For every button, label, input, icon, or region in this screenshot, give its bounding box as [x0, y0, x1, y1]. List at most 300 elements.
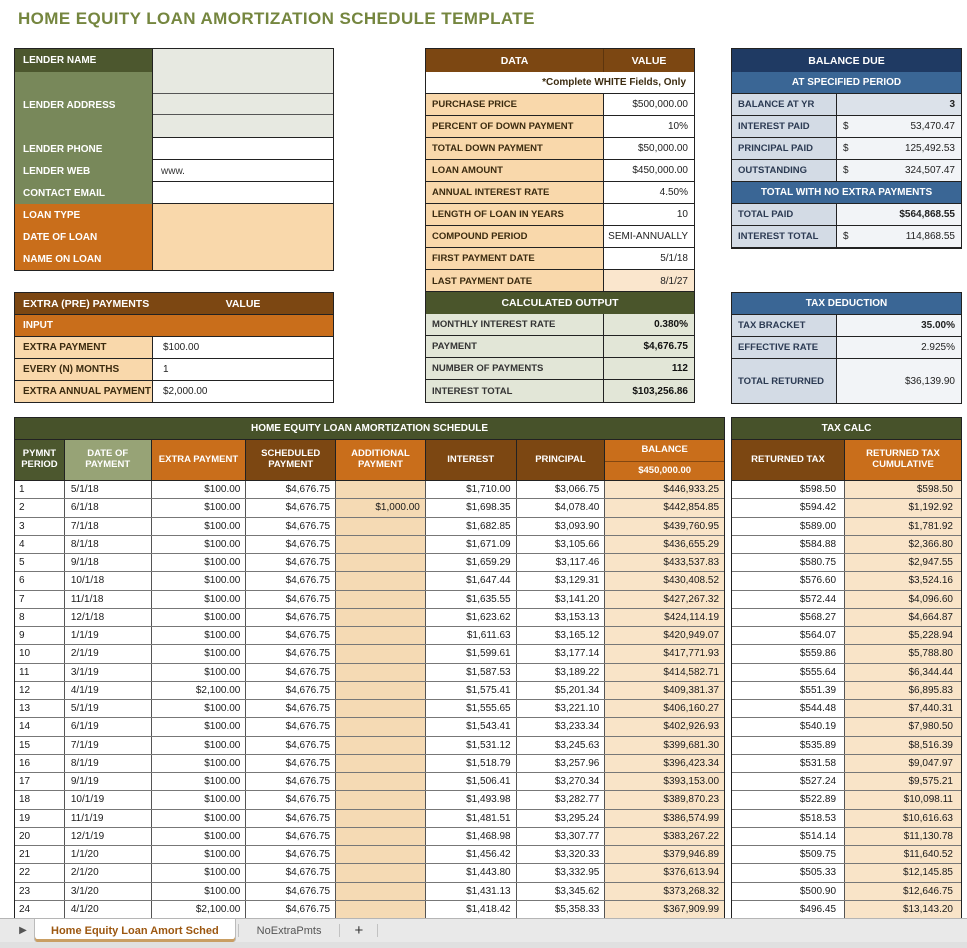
cell-scheduled-payment[interactable]: $4,676.75 [246, 682, 336, 699]
cell-principal[interactable]: $3,141.20 [517, 591, 606, 608]
cell-returned-tax-cumulative[interactable]: $13,143.20 [845, 901, 961, 919]
cell-balance[interactable]: $396,423.34 [605, 755, 724, 772]
cell-returned-tax[interactable]: $559.86 [732, 645, 845, 662]
cell-date[interactable]: 2/1/19 [65, 645, 152, 662]
cell-returned-tax-cumulative[interactable]: $4,096.60 [845, 591, 961, 608]
cell-returned-tax[interactable]: $584.88 [732, 536, 845, 553]
cell-balance[interactable]: $399,681.30 [605, 737, 724, 754]
cell-returned-tax[interactable]: $518.53 [732, 810, 845, 827]
cell-additional-payment[interactable] [336, 664, 426, 681]
cell-additional-payment[interactable] [336, 864, 426, 881]
col-header-pymnt-period: PYMNT PERIOD [15, 440, 65, 480]
cell-date[interactable]: 6/1/18 [65, 499, 152, 516]
cell-returned-tax-cumulative[interactable]: $7,440.31 [845, 700, 961, 717]
cell-returned-tax[interactable]: $551.39 [732, 682, 845, 699]
cell-interest[interactable]: $1,698.35 [426, 499, 517, 516]
cell-extra-payment[interactable]: $100.00 [152, 810, 247, 827]
cell-returned-tax-cumulative[interactable]: $3,524.16 [845, 572, 961, 589]
cell-returned-tax-cumulative[interactable]: $6,344.44 [845, 664, 961, 681]
tax-bracket-input[interactable] [837, 315, 961, 336]
row-value-cell[interactable]: 10 [604, 204, 694, 225]
cell-date[interactable]: 1/1/20 [65, 846, 152, 863]
cell-interest[interactable]: $1,481.51 [426, 810, 517, 827]
cell-principal[interactable]: $3,221.10 [517, 700, 606, 717]
cell-period[interactable]: 24 [15, 901, 65, 919]
cell-principal[interactable]: $3,066.75 [517, 481, 606, 498]
cell-extra-payment[interactable]: $100.00 [152, 572, 247, 589]
cell-extra-payment[interactable]: $100.00 [152, 737, 247, 754]
cell-balance[interactable]: $446,933.25 [605, 481, 724, 498]
cell-scheduled-payment[interactable]: $4,676.75 [246, 591, 336, 608]
cell-scheduled-payment[interactable]: $4,676.75 [246, 755, 336, 772]
effective-rate-cell[interactable] [837, 337, 961, 358]
cell-returned-tax-cumulative[interactable]: $8,516.39 [845, 737, 961, 754]
cell-date[interactable]: 7/1/18 [65, 518, 152, 535]
cell-scheduled-payment[interactable]: $4,676.75 [246, 536, 336, 553]
cell-balance[interactable]: $439,760.95 [605, 518, 724, 535]
cell-balance[interactable]: $430,408.52 [605, 572, 724, 589]
cell-extra-payment[interactable]: $100.00 [152, 609, 247, 626]
cell-principal[interactable]: $3,165.12 [517, 627, 606, 644]
cell-balance[interactable]: $367,909.99 [605, 901, 724, 919]
cell-date[interactable]: 2/1/20 [65, 864, 152, 881]
cell-additional-payment[interactable] [336, 810, 426, 827]
cell-balance[interactable]: $383,267.22 [605, 828, 724, 845]
cell-date[interactable]: 11/1/19 [65, 810, 152, 827]
cell-interest[interactable]: $1,623.62 [426, 609, 517, 626]
cell-returned-tax[interactable]: $531.58 [732, 755, 845, 772]
cell-scheduled-payment[interactable]: $4,676.75 [246, 518, 336, 535]
cell-extra-payment[interactable]: $100.00 [152, 883, 247, 900]
cell-principal[interactable]: $3,270.34 [517, 773, 606, 790]
cell-date[interactable]: 8/1/18 [65, 536, 152, 553]
name-on-loan-input[interactable] [153, 248, 333, 270]
cell-period[interactable]: 22 [15, 864, 65, 881]
lender-phone-input[interactable] [153, 138, 333, 160]
cell-scheduled-payment[interactable]: $4,676.75 [246, 664, 336, 681]
cell-returned-tax[interactable]: $505.33 [732, 864, 845, 881]
cell-returned-tax[interactable]: $514.14 [732, 828, 845, 845]
cell-scheduled-payment[interactable]: $4,676.75 [246, 883, 336, 900]
cell-additional-payment[interactable] [336, 755, 426, 772]
cell-date[interactable]: 12/1/18 [65, 609, 152, 626]
cell-principal[interactable]: $3,320.33 [517, 846, 606, 863]
cell-period[interactable]: 19 [15, 810, 65, 827]
cell-period[interactable]: 2 [15, 499, 65, 516]
cell-principal[interactable]: $3,105.66 [517, 536, 606, 553]
cell-additional-payment[interactable]: $1,000.00 [336, 499, 426, 516]
cell-returned-tax-cumulative[interactable]: $1,192.92 [845, 499, 961, 516]
cell-balance[interactable]: $386,574.99 [605, 810, 724, 827]
cell-returned-tax[interactable]: $540.19 [732, 718, 845, 735]
row-value-cell[interactable]: SEMI-ANNUALLY [604, 226, 694, 247]
cell-additional-payment[interactable] [336, 791, 426, 808]
cell-interest[interactable]: $1,710.00 [426, 481, 517, 498]
cell-additional-payment[interactable] [336, 627, 426, 644]
cell-period[interactable]: 12 [15, 682, 65, 699]
row-value-cell[interactable]: 5/1/18 [604, 248, 694, 269]
cell-extra-payment[interactable]: $2,100.00 [152, 682, 247, 699]
cell-scheduled-payment[interactable]: $4,676.75 [246, 791, 336, 808]
cell-scheduled-payment[interactable]: $4,676.75 [246, 828, 336, 845]
row-label: LENGTH OF LOAN IN YEARS [426, 204, 604, 225]
cell-extra-payment[interactable]: $100.00 [152, 481, 247, 498]
cell-additional-payment[interactable] [336, 518, 426, 535]
cell-interest[interactable]: $1,468.98 [426, 828, 517, 845]
cell-extra-payment[interactable]: $100.00 [152, 664, 247, 681]
cell-period[interactable]: 7 [15, 591, 65, 608]
cell-interest[interactable]: $1,555.65 [426, 700, 517, 717]
lender-address-input[interactable] [153, 72, 333, 137]
cell-balance[interactable]: $376,613.94 [605, 864, 724, 881]
cell-balance[interactable]: $420,949.07 [605, 627, 724, 644]
cell-period[interactable]: 8 [15, 609, 65, 626]
tab-home-equity-loan-amort-sched[interactable]: Home Equity Loan Amort Sched [34, 919, 236, 942]
row-value-cell[interactable]: $103,256.86 [604, 380, 694, 402]
row-value-cell[interactable]: $50,000.00 [604, 138, 694, 159]
cell-extra-payment[interactable]: $100.00 [152, 846, 247, 863]
cell-additional-payment[interactable] [336, 536, 426, 553]
cell-date[interactable]: 5/1/19 [65, 700, 152, 717]
cell-interest[interactable]: $1,443.80 [426, 864, 517, 881]
cell-extra-payment[interactable]: $2,100.00 [152, 901, 247, 919]
cell-date[interactable]: 10/1/18 [65, 572, 152, 589]
cell-balance[interactable]: $389,870.23 [605, 791, 724, 808]
cell-returned-tax-cumulative[interactable]: $12,646.75 [845, 883, 961, 900]
cell-principal[interactable]: $3,177.14 [517, 645, 606, 662]
cell-additional-payment[interactable] [336, 645, 426, 662]
cell-scheduled-payment[interactable]: $4,676.75 [246, 737, 336, 754]
schedule-row [15, 828, 724, 846]
row-value-cell[interactable]: 10% [604, 116, 694, 137]
cell-interest[interactable]: $1,635.55 [426, 591, 517, 608]
cell-additional-payment[interactable] [336, 901, 426, 919]
cell-date[interactable]: 8/1/19 [65, 755, 152, 772]
cell-balance[interactable]: $424,114.19 [605, 609, 724, 626]
total-returned-value: $36,139.90 [904, 375, 955, 387]
cell-period[interactable]: 11 [15, 664, 65, 681]
row-value-cell[interactable]: $500,000.00 [604, 94, 694, 115]
cell-scheduled-payment[interactable]: $4,676.75 [246, 645, 336, 662]
cell-principal[interactable]: $3,093.90 [517, 518, 606, 535]
schedule-row [15, 773, 724, 791]
cell-returned-tax[interactable]: $576.60 [732, 572, 845, 589]
cell-scheduled-payment[interactable]: $4,676.75 [246, 700, 336, 717]
cell-extra-payment[interactable]: $100.00 [152, 755, 247, 772]
cell-additional-payment[interactable] [336, 554, 426, 571]
row-label: PERCENT OF DOWN PAYMENT [426, 116, 604, 137]
cell-additional-payment[interactable] [336, 682, 426, 699]
cell-interest[interactable]: $1,575.41 [426, 682, 517, 699]
cell-extra-payment[interactable]: $100.00 [152, 773, 247, 790]
address-line-2[interactable] [153, 94, 333, 116]
address-line-3[interactable] [153, 115, 333, 137]
cell-period[interactable]: 3 [15, 518, 65, 535]
cell-scheduled-payment[interactable]: $4,676.75 [246, 572, 336, 589]
cell-period[interactable]: 18 [15, 791, 65, 808]
cell-scheduled-payment[interactable]: $4,676.75 [246, 499, 336, 516]
cell-scheduled-payment[interactable]: $4,676.75 [246, 718, 336, 735]
cell-extra-payment[interactable]: $100.00 [152, 554, 247, 571]
col-header-returned-tax: RETURNED TAX [732, 440, 845, 480]
cell-returned-tax[interactable]: $509.75 [732, 846, 845, 863]
cell-scheduled-payment[interactable]: $4,676.75 [246, 609, 336, 626]
cell-period[interactable]: 9 [15, 627, 65, 644]
cell-returned-tax-cumulative[interactable]: $5,228.94 [845, 627, 961, 644]
cell-scheduled-payment[interactable]: $4,676.75 [246, 481, 336, 498]
add-sheet-button[interactable]: + [354, 922, 364, 939]
schedule-row [15, 627, 724, 645]
cell-returned-tax-cumulative[interactable]: $1,781.92 [845, 518, 961, 535]
interest-paid-cell[interactable] [837, 116, 961, 137]
schedule-row [15, 846, 724, 864]
cell-interest[interactable]: $1,682.85 [426, 518, 517, 535]
cell-interest[interactable]: $1,431.13 [426, 883, 517, 900]
cell-returned-tax-cumulative[interactable]: $598.50 [845, 481, 961, 498]
cell-extra-payment[interactable]: $100.00 [152, 499, 247, 516]
tax-calc-row [732, 846, 961, 864]
loan-type-input[interactable] [153, 204, 333, 226]
cell-interest[interactable]: $1,659.29 [426, 554, 517, 571]
lender-name-input[interactable] [153, 49, 333, 72]
cell-balance[interactable]: $373,268.32 [605, 883, 724, 900]
total-returned-cell[interactable] [837, 359, 961, 403]
cell-date[interactable]: 6/1/19 [65, 718, 152, 735]
cell-balance[interactable]: $402,926.93 [605, 718, 724, 735]
cell-principal[interactable]: $3,245.63 [517, 737, 606, 754]
cell-balance[interactable]: $442,854.85 [605, 499, 724, 516]
cell-scheduled-payment[interactable]: $4,676.75 [246, 554, 336, 571]
cell-interest[interactable]: $1,611.63 [426, 627, 517, 644]
cell-date[interactable]: 11/1/18 [65, 591, 152, 608]
cell-date[interactable]: 12/1/19 [65, 828, 152, 845]
cell-extra-payment[interactable]: $100.00 [152, 864, 247, 881]
cell-date[interactable]: 1/1/19 [65, 627, 152, 644]
cell-interest[interactable]: $1,493.98 [426, 791, 517, 808]
cell-additional-payment[interactable] [336, 846, 426, 863]
cell-period[interactable]: 16 [15, 755, 65, 772]
cell-balance[interactable]: $427,267.32 [605, 591, 724, 608]
cell-extra-payment[interactable]: $100.00 [152, 645, 247, 662]
row-value-cell[interactable]: $4,676.75 [604, 336, 694, 357]
cell-principal[interactable]: $3,189.22 [517, 664, 606, 681]
cell-interest[interactable]: $1,647.44 [426, 572, 517, 589]
cell-returned-tax[interactable]: $589.00 [732, 518, 845, 535]
cell-scheduled-payment[interactable]: $4,676.75 [246, 773, 336, 790]
cell-date[interactable]: 7/1/19 [65, 737, 152, 754]
cell-extra-payment[interactable]: $100.00 [152, 828, 247, 845]
cell-period[interactable]: 20 [15, 828, 65, 845]
row-value-cell[interactable]: 8/1/27 [604, 270, 694, 292]
cell-period[interactable]: 17 [15, 773, 65, 790]
cell-returned-tax[interactable]: $496.45 [732, 901, 845, 919]
tab-noextrapmts[interactable]: NoExtraPmts [256, 924, 322, 937]
cell-additional-payment[interactable] [336, 700, 426, 717]
cell-period[interactable]: 10 [15, 645, 65, 662]
cell-period[interactable]: 1 [15, 481, 65, 498]
total-paid-cell[interactable] [837, 204, 961, 225]
cell-date[interactable]: 4/1/20 [65, 901, 152, 919]
cell-scheduled-payment[interactable]: $4,676.75 [246, 864, 336, 881]
cell-date[interactable]: 4/1/19 [65, 682, 152, 699]
cell-additional-payment[interactable] [336, 481, 426, 498]
cell-returned-tax-cumulative[interactable]: $6,895.83 [845, 682, 961, 699]
tax-calc-row [732, 645, 961, 663]
cell-additional-payment[interactable] [336, 828, 426, 845]
contact-email-input[interactable] [153, 182, 333, 204]
cell-principal[interactable]: $3,233.34 [517, 718, 606, 735]
interest-total-cell[interactable] [837, 226, 961, 247]
cell-period[interactable]: 5 [15, 554, 65, 571]
cell-interest[interactable]: $1,587.53 [426, 664, 517, 681]
cell-period[interactable]: 23 [15, 883, 65, 900]
cell-balance[interactable]: $414,582.71 [605, 664, 724, 681]
cell-interest[interactable]: $1,599.61 [426, 645, 517, 662]
tax-deduction-table [731, 292, 962, 404]
cell-balance[interactable]: $379,946.89 [605, 846, 724, 863]
cell-returned-tax-cumulative[interactable]: $12,145.85 [845, 864, 961, 881]
cell-scheduled-payment[interactable]: $4,676.75 [246, 810, 336, 827]
cell-returned-tax[interactable]: $544.48 [732, 700, 845, 717]
outstanding-cell[interactable] [837, 160, 961, 181]
cell-date[interactable]: 9/1/18 [65, 554, 152, 571]
cell-principal[interactable]: $3,282.77 [517, 791, 606, 808]
cell-period[interactable]: 15 [15, 737, 65, 754]
row-label: ANNUAL INTEREST RATE [426, 182, 604, 203]
extra-annual-payment-input[interactable]: $2,000.00 [153, 381, 333, 402]
schedule-row [15, 791, 724, 809]
cell-balance[interactable]: $436,655.29 [605, 536, 724, 553]
row-value-cell[interactable]: $450,000.00 [604, 160, 694, 181]
cell-balance[interactable]: $406,160.27 [605, 700, 724, 717]
cell-period[interactable]: 4 [15, 536, 65, 553]
cell-returned-tax[interactable]: $555.64 [732, 664, 845, 681]
row-value-cell[interactable]: 112 [604, 358, 694, 379]
cell-principal[interactable]: $3,257.96 [517, 755, 606, 772]
cell-scheduled-payment[interactable]: $4,676.75 [246, 901, 336, 919]
cell-extra-payment[interactable]: $100.00 [152, 518, 247, 535]
lender-web-input[interactable]: www. [161, 165, 185, 177]
extra-payment-input[interactable]: $100.00 [153, 337, 333, 358]
cell-returned-tax-cumulative[interactable]: $7,980.50 [845, 718, 961, 735]
cell-extra-payment[interactable]: $100.00 [152, 718, 247, 735]
cell-principal[interactable]: $3,295.24 [517, 810, 606, 827]
cell-balance[interactable]: $433,537.83 [605, 554, 724, 571]
cell-period[interactable]: 14 [15, 718, 65, 735]
cell-interest[interactable]: $1,418.42 [426, 901, 517, 919]
cell-additional-payment[interactable] [336, 572, 426, 589]
balance-at-yr-input[interactable] [837, 94, 961, 115]
cell-additional-payment[interactable] [336, 883, 426, 900]
cell-returned-tax[interactable]: $572.44 [732, 591, 845, 608]
cell-returned-tax[interactable]: $580.75 [732, 554, 845, 571]
cell-returned-tax-cumulative[interactable]: $2,366.80 [845, 536, 961, 553]
every-n-months-input[interactable]: 1 [153, 359, 333, 380]
cell-date[interactable]: 3/1/20 [65, 883, 152, 900]
cell-returned-tax-cumulative[interactable]: $11,130.78 [845, 828, 961, 845]
cell-returned-tax[interactable]: $594.42 [732, 499, 845, 516]
cell-principal[interactable]: $5,358.33 [517, 901, 606, 919]
cell-additional-payment[interactable] [336, 718, 426, 735]
principal-paid-cell[interactable] [837, 138, 961, 159]
cell-returned-tax[interactable]: $522.89 [732, 791, 845, 808]
cell-principal[interactable]: $3,307.77 [517, 828, 606, 845]
date-of-loan-input[interactable] [153, 226, 333, 248]
cell-period[interactable]: 21 [15, 846, 65, 863]
cell-principal[interactable]: $3,129.31 [517, 572, 606, 589]
cell-balance[interactable]: $393,153.00 [605, 773, 724, 790]
cell-principal[interactable]: $4,078.40 [517, 499, 606, 516]
cell-returned-tax-cumulative[interactable]: $11,640.52 [845, 846, 961, 863]
cell-date[interactable]: 10/1/19 [65, 791, 152, 808]
row-label: COMPOUND PERIOD [426, 226, 604, 247]
currency-symbol: $ [843, 121, 849, 132]
tax-bracket-value: 35.00% [921, 320, 955, 331]
cell-additional-payment[interactable] [336, 773, 426, 790]
cell-returned-tax-cumulative[interactable]: $9,047.97 [845, 755, 961, 772]
cell-principal[interactable]: $5,201.34 [517, 682, 606, 699]
cell-balance[interactable]: $409,381.37 [605, 682, 724, 699]
cell-extra-payment[interactable]: $100.00 [152, 700, 247, 717]
cell-returned-tax-cumulative[interactable]: $5,788.80 [845, 645, 961, 662]
cell-principal[interactable]: $3,332.95 [517, 864, 606, 881]
cell-interest[interactable]: $1,531.12 [426, 737, 517, 754]
cell-returned-tax[interactable]: $527.24 [732, 773, 845, 790]
cell-extra-payment[interactable]: $100.00 [152, 536, 247, 553]
sheet-nav-arrow-icon[interactable]: ▶ [19, 925, 27, 936]
cell-principal[interactable]: $3,345.62 [517, 883, 606, 900]
cell-returned-tax-cumulative[interactable]: $9,575.21 [845, 773, 961, 790]
cell-scheduled-payment[interactable]: $4,676.75 [246, 846, 336, 863]
cell-returned-tax-cumulative[interactable]: $10,616.63 [845, 810, 961, 827]
cell-date[interactable]: 9/1/19 [65, 773, 152, 790]
row-value-cell[interactable]: 4.50% [604, 182, 694, 203]
cell-interest[interactable]: $1,518.79 [426, 755, 517, 772]
row-value-cell[interactable]: 0.380% [604, 314, 694, 335]
cell-principal[interactable]: $3,153.13 [517, 609, 606, 626]
cell-returned-tax-cumulative[interactable]: $4,664.87 [845, 609, 961, 626]
cell-period[interactable]: 6 [15, 572, 65, 589]
tax-calc-row [732, 609, 961, 627]
cell-principal[interactable]: $3,117.46 [517, 554, 606, 571]
cell-returned-tax[interactable]: $568.27 [732, 609, 845, 626]
cell-extra-payment[interactable]: $100.00 [152, 627, 247, 644]
cell-returned-tax-cumulative[interactable]: $10,098.11 [845, 791, 961, 808]
address-line-1[interactable] [153, 72, 333, 94]
cell-returned-tax[interactable]: $500.90 [732, 883, 845, 900]
cell-interest[interactable]: $1,543.41 [426, 718, 517, 735]
cell-additional-payment[interactable] [336, 591, 426, 608]
cell-additional-payment[interactable] [336, 737, 426, 754]
cell-returned-tax[interactable]: $535.89 [732, 737, 845, 754]
cell-extra-payment[interactable]: $100.00 [152, 591, 247, 608]
cell-returned-tax[interactable]: $598.50 [732, 481, 845, 498]
tax-calc-row [732, 518, 961, 536]
cell-interest[interactable]: $1,671.09 [426, 536, 517, 553]
cell-scheduled-payment[interactable]: $4,676.75 [246, 627, 336, 644]
cell-period[interactable]: 13 [15, 700, 65, 717]
tax-calc-rows [732, 481, 961, 919]
cell-returned-tax[interactable]: $564.07 [732, 627, 845, 644]
cell-interest[interactable]: $1,506.41 [426, 773, 517, 790]
cell-extra-payment[interactable]: $100.00 [152, 791, 247, 808]
cell-date[interactable]: 5/1/18 [65, 481, 152, 498]
cell-interest[interactable]: $1,456.42 [426, 846, 517, 863]
cell-balance[interactable]: $417,771.93 [605, 645, 724, 662]
cell-date[interactable]: 3/1/19 [65, 664, 152, 681]
cell-returned-tax-cumulative[interactable]: $2,947.55 [845, 554, 961, 571]
cell-additional-payment[interactable] [336, 609, 426, 626]
